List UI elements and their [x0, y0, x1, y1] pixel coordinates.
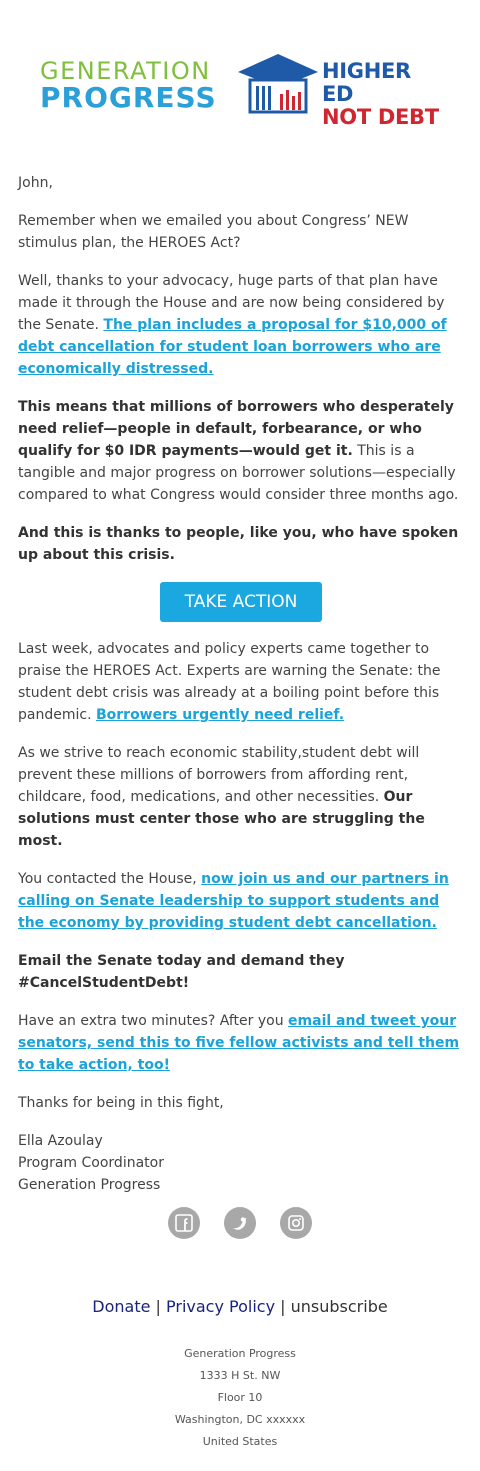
graduation-cap-icon	[236, 52, 320, 120]
instagram-icon[interactable]	[280, 1207, 312, 1239]
paragraph-9	[18, 1010, 464, 1076]
footer-separator: |	[150, 1297, 167, 1316]
paragraph-3-bold: This means that millions of borrowers who desperately need relief—people in default, forbearance, or who qualify for $0 IDR payments—would get it.	[18, 399, 454, 459]
paragraph-6	[18, 742, 464, 852]
address-org: Generation Progress	[184, 1347, 296, 1360]
email-body	[18, 172, 464, 1212]
signature-org: Generation Progress	[18, 1177, 161, 1193]
address-city: Washington, DC xxxxxx	[174, 1413, 306, 1426]
privacy-policy-link[interactable]: Privacy Policy	[166, 1297, 276, 1316]
debt-cancellation-link[interactable]: The plan includes a proposal for $10,000 of debt cancellation for student loan borrowers who are economically distressed.	[18, 317, 447, 377]
twitter-icon[interactable]	[224, 1207, 256, 1239]
paragraph-6-bold: Our solutions must center those who are struggling the most.	[18, 789, 425, 849]
he-logo-text	[322, 60, 446, 129]
borrowers-relief-link[interactable]: Borrowers urgently need relief.	[95, 707, 345, 723]
senate-leadership-link[interactable]: now join us and our partners in calling on Senate leadership to support students and the economy by providing student debt cancellation.	[18, 871, 449, 931]
closing: Thanks for being in this fight,	[18, 1095, 224, 1111]
paragraph-8-bold: Email the Senate today and demand they #CancelStudentDebt!	[18, 953, 345, 991]
signature-name: Ella Azoulay	[18, 1133, 103, 1149]
unsubscribe-link[interactable]: unsubscribe	[290, 1297, 388, 1316]
gp-logo-line2: PROGRESS	[40, 81, 217, 114]
he-logo-line1: HIGHER ED	[322, 59, 411, 106]
paragraph-7	[18, 868, 464, 934]
paragraph-3-text: This is a tangible and major progress on borrower solutions—especially compared to what Congress would consider three months ago.	[18, 443, 459, 503]
email-tweet-senators-link[interactable]: email and tweet your senators, send this to five fellow activists and tell them to take action, too!	[18, 1013, 460, 1073]
address-street: 1333 H St. NW	[199, 1369, 281, 1382]
paragraph-3	[18, 396, 464, 506]
paragraph-5-text: Last week, advocates and policy experts came together to praise the HEROES Act. Experts are warning the Senate: the student debt crisis was already at a boiling point before this pandemic.	[18, 641, 441, 723]
greeting: John,	[18, 175, 53, 191]
paragraph-8	[18, 950, 464, 994]
paragraph-5	[18, 638, 464, 726]
footer-address	[0, 1343, 480, 1453]
footer-separator: |	[275, 1297, 291, 1316]
paragraph-7-text: You contacted the House,	[18, 871, 202, 887]
footer-links	[0, 1297, 480, 1316]
paragraph-6-text: As we strive to reach economic stability,student debt will prevent these millions of borrowers from affording rent, childcare, food, medications, and other necessities.	[18, 745, 420, 805]
signature	[18, 1130, 464, 1196]
gp-logo-line1: GENERATION	[40, 57, 211, 85]
header-logos	[0, 40, 480, 130]
donate-link[interactable]: Donate	[92, 1297, 151, 1316]
paragraph-4-bold: And this is thanks to people, like you, who have spoken up about this crisis.	[18, 525, 459, 563]
cta-row	[18, 582, 464, 622]
take-action-button[interactable]: TAKE ACTION	[160, 582, 322, 622]
higher-ed-not-debt-logo[interactable]	[236, 52, 446, 129]
paragraph-2	[18, 270, 464, 380]
address-floor: Floor 10	[217, 1391, 263, 1404]
generation-progress-logo[interactable]	[40, 58, 217, 112]
paragraph-4	[18, 522, 464, 566]
address-country: United States	[202, 1435, 278, 1448]
facebook-icon[interactable]	[168, 1207, 200, 1239]
paragraph-2-text: Well, thanks to your advocacy, huge parts of that plan have made it through the House and are now being considered by the Senate.	[18, 273, 445, 333]
paragraph-1: Remember when we emailed you about Congress’ NEW stimulus plan, the HEROES Act?	[18, 213, 409, 251]
paragraph-9-text: Have an extra two minutes? After you	[18, 1013, 289, 1029]
signature-title: Program Coordinator	[18, 1155, 164, 1171]
social-icons	[0, 1207, 480, 1239]
he-logo-line2: NOT DEBT	[322, 105, 439, 129]
